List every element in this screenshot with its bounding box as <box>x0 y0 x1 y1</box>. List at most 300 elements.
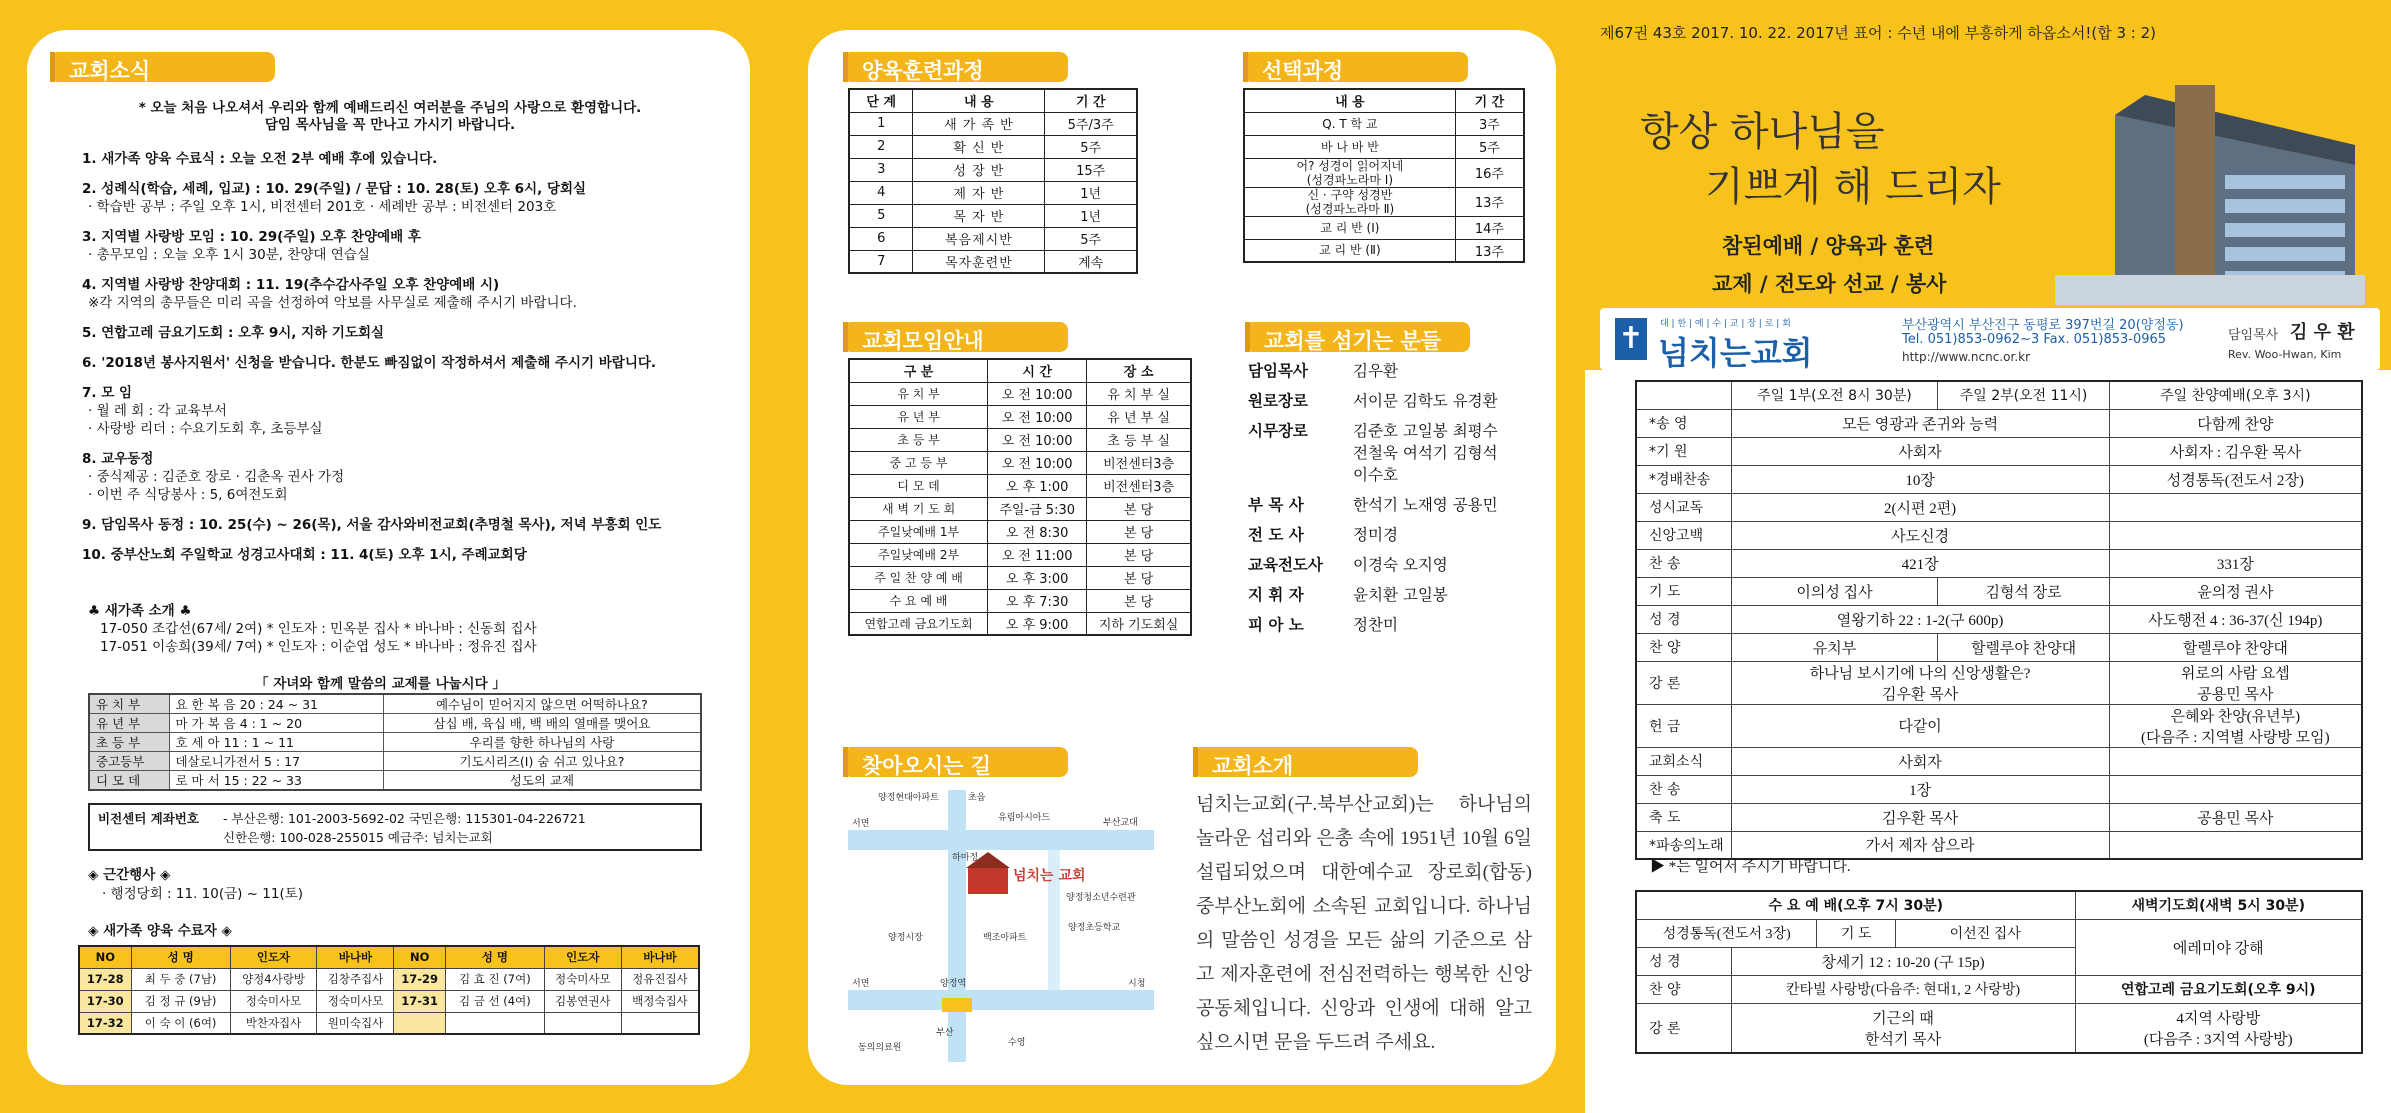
table-row <box>1244 158 1524 187</box>
service-header: 주일 2부(오전 11시) <box>1938 381 2109 409</box>
notice-line: 9. 담임목사 동정 : 10. 25(수) ~ 26(목), 서울 감사와비전교회(추명철 목사), 저녁 부흥회 인도 <box>82 517 662 533</box>
recent-title: ◈ 근간행사 ◈ <box>88 867 171 883</box>
table-cell: 새 벽 기 도 회 <box>849 497 988 520</box>
server-names: 한석기 노재영 공용민 <box>1353 496 1498 514</box>
pastor-english: Rev. Woo-Hwan, Kim <box>2228 348 2342 361</box>
church-url: http://www.ncnc.or.kr <box>1902 350 2031 364</box>
table-row <box>849 543 1191 566</box>
church-subtitle: 대 | 한 | 예 | 수 | 교 | 장 | 로 | 회 <box>1660 319 1791 329</box>
table-cell: 1 <box>849 112 913 135</box>
map-label-2: 초읍 <box>968 793 986 803</box>
table-cell: 1년 <box>1045 181 1137 204</box>
graduates-header-cell: 성 명 <box>131 946 230 968</box>
weekday-cell: 에레미야 강해 <box>2075 919 2362 975</box>
table-cell: 유 치 부 실 <box>1087 382 1191 405</box>
meeting-header: 교회모임안내 <box>848 322 1068 352</box>
table-row <box>849 405 1191 428</box>
table-cell: 유 치 부 <box>849 382 988 405</box>
select-table <box>1243 88 1525 263</box>
map-label-15: 동의의료원 <box>858 1043 902 1053</box>
server-role: 지 휘 자 <box>1248 586 1304 604</box>
table-cell: 14주 <box>1455 216 1524 239</box>
bible-cell: 초 등 부 <box>89 733 169 752</box>
table-cell: 본 당 <box>1087 520 1191 543</box>
notice-item <box>82 546 732 564</box>
weekday-row <box>1636 975 2362 1003</box>
bible-cell: 삼십 배, 육십 배, 백 배의 열매를 맺어요 <box>383 714 701 733</box>
table-cell: 13주 <box>1455 239 1524 262</box>
graduates-cell <box>621 1012 699 1034</box>
table-cell: 초 등 부 <box>849 428 988 451</box>
table-row <box>849 204 1137 227</box>
table-cell: 목 자 반 <box>913 204 1045 227</box>
schedule-label: 헌 금 <box>1636 704 1731 747</box>
bible-cell: 마 가 복 음 4 : 1 ~ 20 <box>169 714 383 733</box>
servers-list <box>1248 360 1548 644</box>
server-role: 피 아 노 <box>1248 616 1304 634</box>
weekday-cell: 칸타빌 사랑방(다음주: 현대1, 2 사랑방) <box>1731 975 2075 1003</box>
graduates-cell: 정숙미사모 <box>544 968 621 990</box>
schedule-row <box>1636 521 2362 549</box>
bible-cell: 성도의 교제 <box>383 771 701 791</box>
table-header-cell: 내 용 <box>913 89 1045 112</box>
table-row <box>849 135 1137 158</box>
pastor-label: 담임목사 <box>2228 328 2279 343</box>
table-header-cell: 장 소 <box>1087 359 1191 382</box>
table-header-cell: 기 간 <box>1455 89 1524 112</box>
map-road-bottom <box>848 990 1154 1010</box>
bible-row <box>89 752 701 771</box>
table-row <box>849 451 1191 474</box>
notice-line: · 중식제공 : 김준호 장로 · 김춘옥 권사 가정 <box>88 469 345 485</box>
welcome-text <box>60 100 720 134</box>
graduates-header-cell: 인도자 <box>230 946 317 968</box>
map-label-5: 서면 <box>852 819 870 829</box>
graduates-cell: 정유진집사 <box>621 968 699 990</box>
table-row <box>849 612 1191 635</box>
map-label-12: 서면 <box>852 979 870 989</box>
table-cell: 5주 <box>1045 135 1137 158</box>
map-road-top <box>848 830 1154 850</box>
table-cell: 중 고 등 부 <box>849 451 988 474</box>
table-cell: 오 후 3:00 <box>988 566 1087 589</box>
notice-line: 7. 모 임 <box>82 385 133 401</box>
map-label-6: 하마정 <box>952 853 979 863</box>
graduates-cell: 김 효 진 (7여) <box>445 968 544 990</box>
table-cell: 어? 성경이 읽어지네 (성경파노라마 Ⅰ) <box>1244 158 1455 187</box>
schedule-cell: 사회자 <box>1731 747 2109 775</box>
notice-line: · 사랑방 리더 : 수요기도회 후, 초등부실 <box>88 421 323 437</box>
bible-cell: 호 세 아 11 : 1 ~ 11 <box>169 733 383 752</box>
map-road-vertical <box>948 790 966 1062</box>
schedule-cell: 10장 <box>1731 465 2109 493</box>
table-cell: 교 리 반 (Ⅰ) <box>1244 216 1455 239</box>
slogan-line-1: 항상 하나님을 <box>1640 109 1885 155</box>
server-row <box>1248 494 1548 516</box>
account-line-1: - 부산은행: 101-2003-5692-02 국민은행: 115301-04-226721 <box>223 811 586 826</box>
table-cell: 교 리 반 (Ⅱ) <box>1244 239 1455 262</box>
table-cell: 주일낮예배 2부 <box>849 543 988 566</box>
bible-cell: 유 치 부 <box>89 694 169 714</box>
table-cell: 3주 <box>1455 112 1524 135</box>
church-tel: Tel. 051)853-0962~3 Fax. 051)853-0965 <box>1902 332 2167 347</box>
server-role: 담임목사 <box>1248 362 1308 380</box>
schedule-cell: 윤의정 권사 <box>2109 577 2362 605</box>
schedule-label: 찬 송 <box>1636 549 1731 577</box>
map <box>848 790 1154 1062</box>
graduates-cell: 양정4사랑방 <box>230 968 317 990</box>
graduates-cell: 17-30 <box>79 990 131 1012</box>
table-row <box>849 181 1137 204</box>
server-names: 정미경 <box>1353 526 1398 544</box>
bible-cell: 디 모 데 <box>89 771 169 791</box>
server-row <box>1248 524 1548 546</box>
values-line-1: 참된예배 / 양육과 훈련 <box>1722 234 1935 258</box>
map-label-11: 양정초등학교 <box>1068 923 1121 933</box>
schedule-row <box>1636 437 2362 465</box>
table-header-row <box>849 359 1191 382</box>
schedule-cell: 421장 <box>1731 549 2109 577</box>
bible-cell: 예수님이 믿어지지 않으면 어떡하나요? <box>383 694 701 714</box>
newcomer-list <box>100 620 537 656</box>
table-header-cell: 기 간 <box>1045 89 1137 112</box>
wed-title: 수 요 예 배(오후 7시 30분) <box>1636 891 2075 919</box>
server-row <box>1248 584 1548 606</box>
graduates-cell: 김 금 선 (4여) <box>445 990 544 1012</box>
schedule-cell: 모든 영광과 존귀와 능력 <box>1731 409 2109 437</box>
table-cell: 오 전 8:30 <box>988 520 1087 543</box>
table-cell: 비전센터3층 <box>1087 451 1191 474</box>
table-cell: 제 자 반 <box>913 181 1045 204</box>
notice-line: 6. '2018년 봉사지원서' 신청을 받습니다. 한분도 빠짐없이 작정하셔서 제출해 주시기 바랍니다. <box>82 355 657 371</box>
schedule-row <box>1636 661 2362 704</box>
notice-item <box>82 150 732 168</box>
schedule-cell: 사회자 : 김우환 목사 <box>2109 437 2362 465</box>
graduates-header-cell: 바나바 <box>317 946 394 968</box>
values-line-2: 교제 / 전도와 선교 / 봉사 <box>1712 272 1947 296</box>
schedule-row <box>1636 803 2362 831</box>
intro-text: 넘치는교회(구.북부산교회)는 하나님의 놀라운 섭리와 은총 속에 1951년 10월 6일 설립되었으며 대한예수교 장로회(합동) 중부산노회에 소속된 교회입니다. 하나님의 말씀인 성경을 모든 삶의 기준으로 삼고 제자훈련에 전심전력하는 행복한 신앙공동체입니다. 신앙과 인생에 대해 알고 싶으시면 문을 두드려 주세요. <box>1196 794 1532 1053</box>
server-role: 시무장로 <box>1248 422 1308 440</box>
schedule-row <box>1636 409 2362 437</box>
table-cell: 새 가 족 반 <box>913 112 1045 135</box>
schedule-label: 찬 양 <box>1636 633 1731 661</box>
cross-icon: ✝ <box>1615 318 1647 360</box>
table-cell: 15주 <box>1045 158 1137 181</box>
schedule-label: 성시교독 <box>1636 493 1731 521</box>
schedule-cell: 가서 제자 삼으라 <box>1731 831 2109 859</box>
schedule-label: 기 도 <box>1636 577 1731 605</box>
server-names: 김우환 <box>1353 362 1398 380</box>
table-cell: 지하 기도회실 <box>1087 612 1191 635</box>
table-cell: 5주 <box>1455 135 1524 158</box>
schedule-cell: 공용민 목사 <box>2109 803 2362 831</box>
schedule-row <box>1636 747 2362 775</box>
schedule-row <box>1636 493 2362 521</box>
table-cell: 초 등 부 실 <box>1087 428 1191 451</box>
table-cell: 유 년 부 <box>849 405 988 428</box>
weekday-label: 찬 양 <box>1636 975 1731 1003</box>
schedule-label: 교회소식 <box>1636 747 1731 775</box>
table-cell: 유 년 부 실 <box>1087 405 1191 428</box>
schedule-cell: 331장 <box>2109 549 2362 577</box>
schedule-cell: 할렐루야 찬양대 <box>2109 633 2362 661</box>
graduates-row <box>79 968 699 990</box>
weekday-cell: 창세기 12 : 10-20 (구 15p) <box>1731 947 2075 975</box>
graduates-cell: 박찬자집사 <box>230 1012 317 1034</box>
account-label: 비전센터 계좌번호 <box>98 811 199 826</box>
map-church-label: 넘치는 교회 <box>1013 868 1086 884</box>
graduates-cell: 정숙미사모 <box>317 990 394 1012</box>
weekday-row <box>1636 1003 2362 1053</box>
schedule-cell <box>2109 493 2362 521</box>
table-cell: 신 · 구약 성경반 (성경파노라마 Ⅱ) <box>1244 187 1455 216</box>
table-cell: 5주/3주 <box>1045 112 1137 135</box>
table-cell: 오 후 1:00 <box>988 474 1087 497</box>
notice-item <box>82 354 732 372</box>
graduates-cell <box>445 1012 544 1034</box>
schedule-row <box>1636 465 2362 493</box>
servers-header: 교회를 섬기는 분들 <box>1250 322 1470 352</box>
schedule-label: *기 원 <box>1636 437 1731 465</box>
recent-text: · 행정당회 : 11. 10(금) ~ 11(토) <box>102 886 304 902</box>
graduates-cell <box>544 1012 621 1034</box>
notice-item <box>82 516 732 534</box>
schedule-row <box>1636 549 2362 577</box>
bible-table <box>88 693 702 791</box>
table-cell: 목자훈련반 <box>913 250 1045 273</box>
notice-line: · 월 레 회 : 각 교육부서 <box>88 403 227 419</box>
church-address: 부산광역시 부산진구 동평로 397번길 20(양정동) <box>1902 318 2184 333</box>
notice-line: 2. 성례식(학습, 세례, 입교) : 10. 29(주일) / 문답 : 10. 28(토) 오후 6시, 당회실 <box>82 181 587 197</box>
intro-header: 교회소개 <box>1198 747 1418 777</box>
graduates-header-cell: 바나바 <box>621 946 699 968</box>
table-cell: 비전센터3층 <box>1087 474 1191 497</box>
schedule-cell: 이의성 집사 <box>1731 577 1938 605</box>
newcomer-2: 17-051 이송희(39세/ 7여) * 인도자 : 이순엽 성도 * 바나바 : 정유진 집사 <box>100 639 537 655</box>
schedule-cell: 하나님 보시기에 나의 신앙생활은? 김우환 목사 <box>1731 661 2109 704</box>
server-names: 정찬미 <box>1353 616 1398 634</box>
graduates-cell: 김창주집사 <box>317 968 394 990</box>
schedule-cell: 사회자 <box>1731 437 2109 465</box>
church-building-image <box>2055 75 2365 305</box>
station-icon <box>942 998 972 1012</box>
slogan-line-2: 기쁘게 해 드리자 <box>1705 164 2001 210</box>
table-cell: 주일-금 5:30 <box>988 497 1087 520</box>
schedule-cell: 할렐루야 찬양대 <box>1938 633 2109 661</box>
table-cell: 성 장 반 <box>913 158 1045 181</box>
table-row <box>849 112 1137 135</box>
table-cell: 7 <box>849 250 913 273</box>
table-row <box>849 250 1137 273</box>
table-row <box>849 158 1137 181</box>
map-label-3: 유림아시아드 <box>998 813 1051 823</box>
schedule-cell <box>2109 775 2362 803</box>
table-row <box>849 497 1191 520</box>
weekday-schedule-table <box>1635 890 2363 1054</box>
map-label-1: 양정현대아파트 <box>878 793 939 803</box>
server-names: 윤치환 고일봉 <box>1353 586 1448 604</box>
weekday-header-row <box>1636 891 2362 919</box>
table-cell: 오 전 11:00 <box>988 543 1087 566</box>
notice-item <box>82 384 732 438</box>
weekday-label: 성 경 <box>1636 947 1731 975</box>
service-header: 주일 1부(오전 8시 30분) <box>1731 381 1938 409</box>
table-cell: 본 당 <box>1087 543 1191 566</box>
meeting-table <box>848 358 1192 636</box>
table-row <box>849 227 1137 250</box>
map-label-13: 양정역 <box>940 979 967 989</box>
server-row <box>1248 390 1548 412</box>
weekday-row <box>1636 919 2362 947</box>
table-cell: 주 일 찬 양 예 배 <box>849 566 988 589</box>
graduates-cell: 최 두 중 (7남) <box>131 968 230 990</box>
graduates-header-cell: 인도자 <box>544 946 621 968</box>
server-row <box>1248 360 1548 382</box>
bible-cell: 유 년 부 <box>89 714 169 733</box>
welcome-line-2: 담임 목사님을 꼭 만나고 가시기 바랍니다. <box>264 117 516 133</box>
table-cell: 오 전 10:00 <box>988 382 1087 405</box>
account-box <box>88 803 702 851</box>
notice-line: 5. 연합고레 금요기도회 : 오후 9시, 지하 기도회실 <box>82 325 385 341</box>
schedule-cell: 은혜와 찬양(유년부) (다음주 : 지역별 사랑방 모임) <box>2109 704 2362 747</box>
graduates-table <box>78 945 700 1035</box>
map-label-17: 수영 <box>1008 1038 1026 1048</box>
server-role: 부 목 사 <box>1248 496 1304 514</box>
schedule-row <box>1636 704 2362 747</box>
table-cell: 3 <box>849 158 913 181</box>
graduates-cell: 17-32 <box>79 1012 131 1034</box>
map-label-4: 부산교대 <box>1103 818 1138 828</box>
server-role: 교육전도사 <box>1248 556 1323 574</box>
schedule-cell: 성경통독(전도서 2장) <box>2109 465 2362 493</box>
table-cell: 계속 <box>1045 250 1137 273</box>
notice-line: 3. 지역별 사랑방 모임 : 10. 29(주일) 오후 찬양예배 후 <box>82 229 421 245</box>
table-cell: 6 <box>849 227 913 250</box>
bible-cell: 요 한 복 음 20 : 24 ~ 31 <box>169 694 383 714</box>
schedule-label: 찬 송 <box>1636 775 1731 803</box>
table-header-cell: 시 간 <box>988 359 1087 382</box>
notice-list <box>82 150 732 576</box>
bible-cell: 기도시리즈(Ⅰ) 숨 쉬고 있나요? <box>383 752 701 771</box>
schedule-cell: 사도행전 4 : 36-37(신 194p) <box>2109 605 2362 633</box>
table-cell: 수 요 예 배 <box>849 589 988 612</box>
table-cell: 디 모 데 <box>849 474 988 497</box>
table-cell: 5 <box>849 204 913 227</box>
graduates-cell: 17-28 <box>79 968 131 990</box>
newcomer-1: 17-050 조갑선(67세/ 2여) * 인도자 : 민옥분 집사 * 바나바 : 신동희 집사 <box>100 621 537 637</box>
training-header: 양육훈련과정 <box>848 52 1068 82</box>
map-label-8: 양정청소년수련관 <box>1066 893 1136 903</box>
news-header: 교회소식 <box>55 52 275 82</box>
schedule-label: *경배찬송 <box>1636 465 1731 493</box>
table-cell: 주일낮예배 1부 <box>849 520 988 543</box>
server-row <box>1248 420 1548 486</box>
graduates-cell: 17-29 <box>394 968 445 990</box>
select-header: 선택과정 <box>1248 52 1468 82</box>
schedule-cell: 사도신경 <box>1731 521 2109 549</box>
notice-item <box>82 228 732 264</box>
schedule-cell: 김형석 장로 <box>1938 577 2109 605</box>
schedule-cell: 김우환 목사 <box>1731 803 2109 831</box>
schedule-cell <box>2109 747 2362 775</box>
church-building-icon <box>968 868 1008 894</box>
bible-row <box>89 694 701 714</box>
notice-item <box>82 180 732 216</box>
schedule-row <box>1636 775 2362 803</box>
server-names: 이경숙 오지영 <box>1353 556 1448 574</box>
notice-item <box>82 324 732 342</box>
table-header-row <box>849 89 1137 112</box>
table-header-cell: 구 분 <box>849 359 988 382</box>
table-row <box>1244 135 1524 158</box>
schedule-cell: 1장 <box>1731 775 2109 803</box>
map-label-9: 양정시장 <box>888 933 923 943</box>
schedule-label: 강 론 <box>1636 661 1731 704</box>
weekday-cell: 기근의 때 한석기 목사 <box>1731 1003 2075 1053</box>
table-row <box>1244 112 1524 135</box>
table-row <box>1244 187 1524 216</box>
schedule-cell <box>2109 521 2362 549</box>
schedule-label: *송 영 <box>1636 409 1731 437</box>
schedule-cell: 다함께 찬양 <box>2109 409 2362 437</box>
table-cell: 복음제시반 <box>913 227 1045 250</box>
server-names: 서이문 김학도 유경환 <box>1353 392 1498 410</box>
graduates-cell: 원미숙집사 <box>317 1012 394 1034</box>
notice-line: · 이번 주 식당봉사 : 5, 6여전도회 <box>88 487 288 503</box>
schedule-label: 성 경 <box>1636 605 1731 633</box>
account-line-2: 신한은행: 100-028-255015 예금주: 넘치는교회 <box>223 830 493 845</box>
bible-cell: 중고등부 <box>89 752 169 771</box>
training-table <box>848 88 1138 274</box>
table-cell: 연합고레 금요기도회 <box>849 612 988 635</box>
graduates-cell: 17-31 <box>394 990 445 1012</box>
table-cell: 확 신 반 <box>913 135 1045 158</box>
weekday-cell: 이선진 집사 <box>1895 919 2075 947</box>
service-header: 주일 찬양예배(오후 3시) <box>2109 381 2362 409</box>
server-role: 전 도 사 <box>1248 526 1304 544</box>
welcome-line-1: * 오늘 처음 나오셔서 우리와 함께 예배드리신 여러분을 주님의 사랑으로 환영합니다. <box>138 100 642 116</box>
graduates-cell: 김 정 규 (9남) <box>131 990 230 1012</box>
standing-note: ▶ *는 일어서 주시기 바랍니다. <box>1650 859 1851 875</box>
schedule-label: *파송의노래 <box>1636 831 1731 859</box>
schedule-cell: 유치부 <box>1731 633 1938 661</box>
notice-line: 10. 중부산노회 주일학교 성경고사대회 : 11. 4(토) 오후 1시, 주례교회당 <box>82 547 527 563</box>
map-label-16: 부산 <box>936 1028 954 1038</box>
table-row <box>849 382 1191 405</box>
schedule-cell: 위로의 사람 요셉 공용민 목사 <box>2109 661 2362 704</box>
graduates-cell <box>394 1012 445 1034</box>
graduates-row <box>79 1012 699 1034</box>
notice-line: · 학습반 공부 : 주일 오후 1시, 비전센터 201호 · 세례반 공부 : 비전센터 203호 <box>88 199 557 215</box>
schedule-label: 축 도 <box>1636 803 1731 831</box>
graduates-header-row <box>79 946 699 968</box>
table-cell: 2 <box>849 135 913 158</box>
table-row <box>849 566 1191 589</box>
server-names: 김준호 고일봉 최평수 전철욱 여석기 김형석 이수호 <box>1353 422 1498 484</box>
schedule-cell: 열왕기하 22 : 1-2(구 600p) <box>1731 605 2109 633</box>
table-cell: 4 <box>849 181 913 204</box>
map-label-14: 시청 <box>1128 979 1146 989</box>
schedule-header-row <box>1636 381 2362 409</box>
graduates-cell: 이 숙 이 (6여) <box>131 1012 230 1034</box>
bible-row <box>89 733 701 752</box>
dawn-title: 새벽기도회(새벽 5시 30분) <box>2075 891 2362 919</box>
schedule-row <box>1636 577 2362 605</box>
table-row <box>849 474 1191 497</box>
notice-item <box>82 450 732 504</box>
bible-row <box>89 714 701 733</box>
